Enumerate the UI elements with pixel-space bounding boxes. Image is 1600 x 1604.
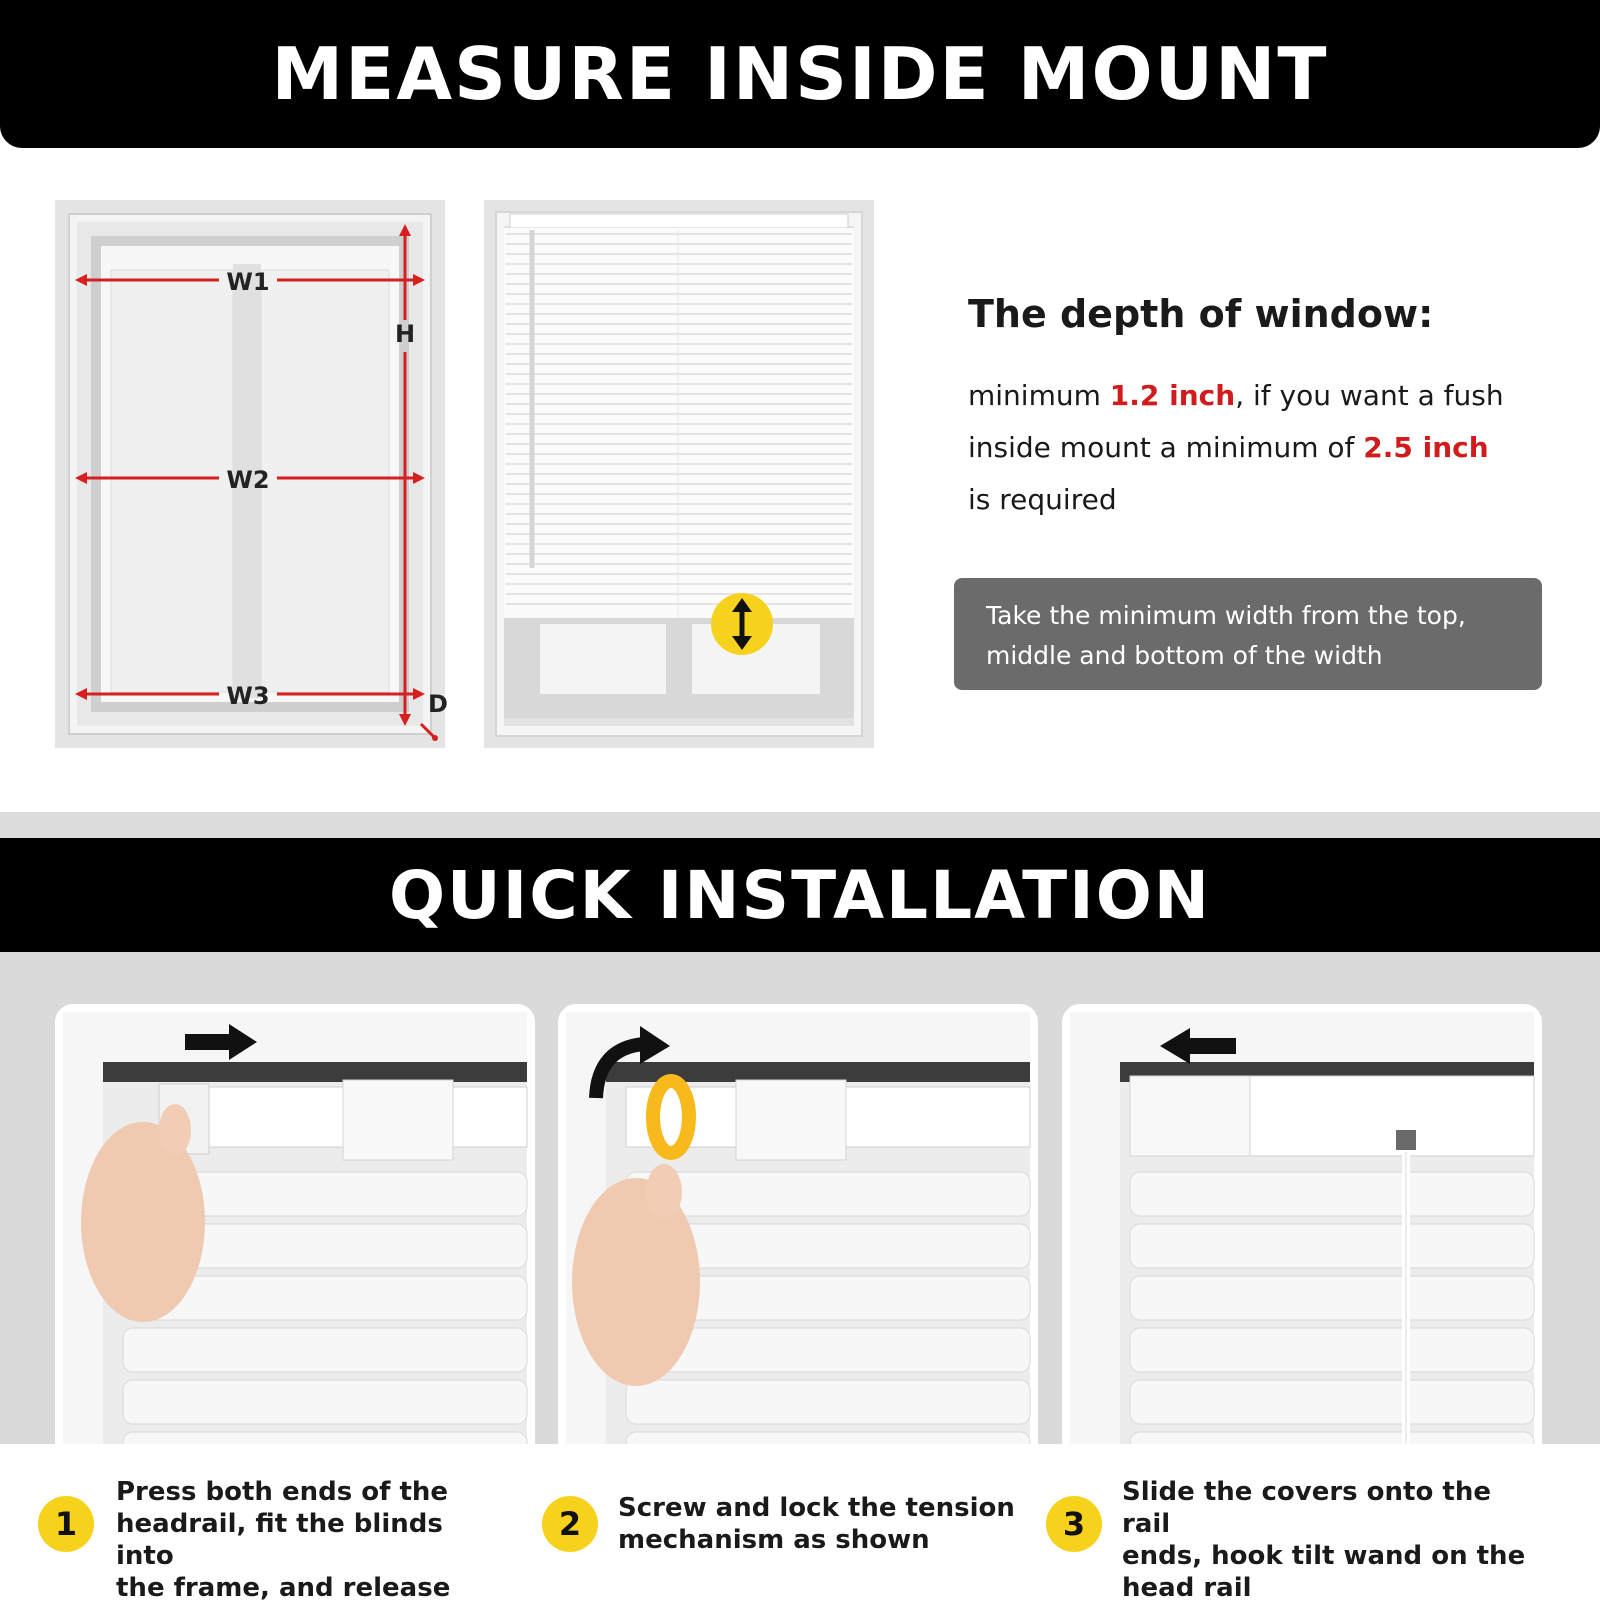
step-number-2: 2 [542, 1496, 598, 1552]
photo-blind-slat [1130, 1380, 1534, 1424]
step-2-line-2: mechanism as shown [618, 1525, 930, 1555]
depth-line1-prefix: minimum [968, 379, 1110, 412]
blind-depth-illustration [484, 200, 874, 748]
w1-label: W1 [226, 268, 270, 296]
step-number-1: 1 [38, 1496, 94, 1552]
step-2-text [618, 1492, 1018, 1556]
w3-label: W3 [226, 682, 270, 710]
step-number-3: 3 [1046, 1496, 1102, 1552]
window-measurement-diagram [55, 200, 448, 748]
measurement-tip-box [954, 578, 1542, 690]
w2-label: W2 [226, 466, 270, 494]
photo-blind-slat [123, 1328, 527, 1372]
photo-blind-slat [1130, 1328, 1534, 1372]
depth-line1-suffix: , if you want a fush [1235, 379, 1504, 412]
step-3-line-2: ends, hook tilt wand on the [1122, 1541, 1526, 1571]
step-1-text [116, 1476, 506, 1604]
step-card-1 [55, 1004, 535, 1444]
step-card-2 [558, 1004, 1038, 1444]
depth-description [968, 370, 1568, 526]
step-1-photo [63, 1012, 527, 1452]
step-1-line-1: Press both ends of the [116, 1477, 449, 1507]
step-card-3 [1062, 1004, 1542, 1444]
step-1-line-2: headrail, fit the blinds into [116, 1509, 443, 1571]
section-title: QUICK INSTALLATION [388, 856, 1212, 934]
step-3-line-3: head rail [1122, 1573, 1252, 1603]
depth-line3: is required [968, 483, 1117, 516]
flush-depth-value: 2.5 inch [1363, 431, 1489, 464]
d-label: D [428, 690, 448, 718]
photo-blind-slat [626, 1380, 1030, 1424]
section-divider [0, 812, 1600, 838]
photo-blind-slat [626, 1172, 1030, 1216]
h-label: H [394, 320, 416, 348]
depth-line2-prefix: inside mount a minimum of [968, 431, 1364, 464]
measurement-tip-text: Take the minimum width from the top, middle and bottom of the width [986, 601, 1466, 670]
quick-installation-banner [0, 838, 1600, 952]
photo-blind-slat [1130, 1276, 1534, 1320]
step-3-text [1122, 1476, 1542, 1604]
depth-title: The depth of window: [968, 292, 1434, 336]
step-3-photo [1070, 1012, 1534, 1452]
measure-inside-mount-banner [0, 0, 1600, 148]
photo-blind-slat [1130, 1172, 1534, 1216]
step-1-line-3: the frame, and release [116, 1573, 451, 1603]
step-3-line-1: Slide the covers onto the rail [1122, 1477, 1491, 1539]
photo-blind-slat [123, 1380, 527, 1424]
step-2-photo [566, 1012, 1030, 1452]
depth-arrow-icon [711, 593, 773, 655]
page-title: MEASURE INSIDE MOUNT [271, 32, 1329, 116]
min-depth-value: 1.2 inch [1109, 379, 1236, 412]
photo-blind-slat [1130, 1224, 1534, 1268]
step-2-line-1: Screw and lock the tension [618, 1493, 1015, 1523]
